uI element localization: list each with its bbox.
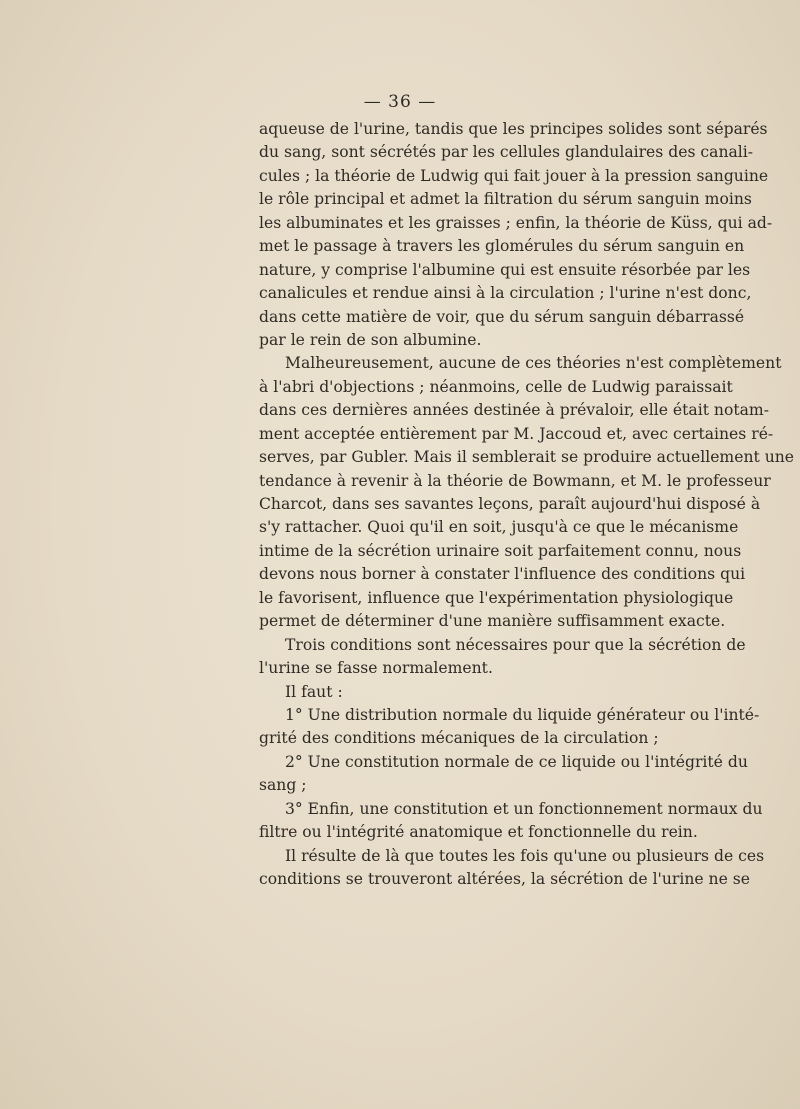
text-line: s'y rattacher. Quoi qu'il en soit, jusqu'à ce que le mécanisme	[259, 518, 739, 537]
text-line: les albuminates et les graisses ; enfin, la théorie de Küss, qui ad-	[259, 213, 773, 232]
text-line: 3° Enfin, une constitution et un fonctionnement normaux du	[285, 799, 763, 818]
text-line: aqueuse de l'urine, tandis que les principes solides sont séparés	[259, 120, 768, 138]
text-line: cules ; la théorie de Ludwig qui fait jouer à la pression sanguine	[259, 166, 769, 185]
text-line: le rôle principal et admet la filtration du sérum sanguin moins	[259, 190, 752, 209]
text-line: ment acceptée entièrement par M. Jaccoud et, avec certaines ré-	[259, 424, 774, 443]
text-line: met le passage à travers les glomérules du sérum sanguin en	[259, 237, 745, 256]
text-line: Trois conditions sont nécessaires pour que la sécrétion de	[285, 635, 746, 654]
text-line: intime de la sécrétion urinaire soit parfaitement connu, nous	[259, 541, 742, 560]
text-line: grité des conditions mécaniques de la circulation ;	[259, 729, 659, 748]
text-line: devons nous borner à constater l'influence des conditions qui	[259, 565, 746, 584]
text-line: 1° Une distribution normale du liquide générateur ou l'inté-	[285, 705, 760, 724]
body-text	[259, 118, 795, 891]
text-line: à l'abri d'objections ; néanmoins, celle de Ludwig paraissait	[259, 377, 733, 396]
text-line: sang ;	[259, 776, 307, 795]
text-line: filtre ou l'intégrité anatomique et fonctionnelle du rein.	[259, 823, 698, 842]
text-line: canalicules et rendue ainsi à la circulation ; l'urine n'est donc,	[259, 284, 752, 303]
text-line: le favorisent, influence que l'expérimentation physiologique	[259, 588, 734, 607]
text-line: conditions se trouveront altérées, la sécrétion de l'urine ne se	[259, 870, 751, 888]
text-line: dans cette matière de voir, que du sérum sanguin débarrassé	[259, 307, 745, 326]
text-line: 2° Une constitution normale de ce liquide ou l'intégrité du	[285, 752, 748, 771]
text-line: Malheureusement, aucune de ces théories n'est complètement	[285, 354, 782, 373]
text-line: permet de déterminer d'une manière suffisamment exacte.	[259, 612, 726, 631]
text-line: par le rein de son albumine.	[259, 330, 482, 349]
text-line: tendance à revenir à la théorie de Bowmann, et M. le professeur	[259, 471, 771, 490]
text-line: Il faut :	[285, 682, 343, 701]
text-line: serves, par Gubler. Mais il semblerait se produire actuellement une	[259, 448, 795, 467]
text-line: l'urine se fasse normalement.	[259, 659, 493, 678]
text-line: Charcot, dans ses savantes leçons, paraît aujourd'hui disposé à	[259, 495, 761, 513]
text-line: Il résulte de là que toutes les fois qu'une ou plusieurs de ces	[285, 846, 765, 865]
page-number: — 36 —	[363, 92, 437, 112]
text-line: nature, y comprise l'albumine qui est ensuite résorbée par les	[259, 260, 751, 279]
text-line: du sang, sont sécrétés par les cellules glandulaires des canali-	[259, 143, 754, 162]
text-line: dans ces dernières années destinée à prévaloir, elle était notam-	[259, 401, 769, 420]
